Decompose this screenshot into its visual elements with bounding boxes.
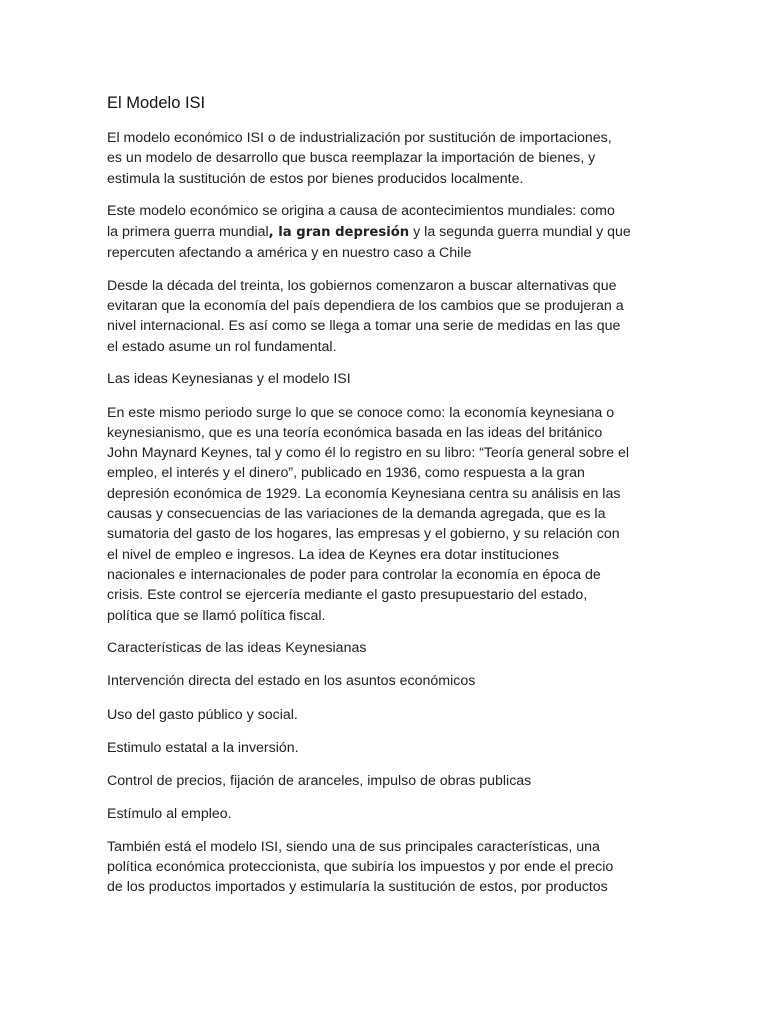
text-line: El modelo económico ISI o de industrialización por sustitución de importaciones, xyxy=(107,130,612,146)
text-fragment: la primera guerra mundial xyxy=(107,223,269,240)
text-fragment: y la segunda guerra mundial y que xyxy=(409,223,631,240)
text-line: También está el modelo ISI, siendo una de sus principales características, una xyxy=(107,838,600,855)
text-line: empleo, el interés y el dinero”, publicado en 1936, como respuesta a la gran xyxy=(107,465,585,482)
text-line: causas y consecuencias de las variaciones de la demanda agregada, que es la xyxy=(107,506,606,523)
text-line: de los productos importados y estimularía la sustitución de estos, por productos xyxy=(107,879,608,896)
text-line: depresión económica de 1929. La economía Keynesiana centra su análisis en las xyxy=(107,485,621,502)
text-line: sumatoria del gasto de los hogares, las empresas y el gobierno, y su relación con xyxy=(107,526,620,543)
section-heading-keynes: Las ideas Keynesianas y el modelo ISI xyxy=(107,371,351,388)
text-line: Este modelo económico se origina a causa de acontecimientos mundiales: como xyxy=(107,203,615,220)
text-line: estimula la sustitución de estos por bienes producidos localmente. xyxy=(107,170,524,187)
text-line: política que se llamó política fiscal. xyxy=(107,607,326,624)
section-heading-caracteristicas: Características de las ideas Keynesianas xyxy=(107,640,367,657)
paragraph-intro xyxy=(107,128,667,189)
list-item: Control de precios, fijación de aranceles, impulso de obras publicas xyxy=(107,772,532,789)
text-line: es un modelo de desarrollo que busca reemplazar la importación de bienes, y xyxy=(107,150,596,167)
text-line: repercuten afectando a américa y en nuestro caso a Chile xyxy=(107,244,472,261)
text-line: Desde la década del treinta, los gobiernos comenzaron a buscar alternativas que xyxy=(107,277,617,294)
text-line: el nivel de empleo e ingresos. La idea de Keynes era dotar instituciones xyxy=(107,546,559,563)
list-item: Intervención directa del estado en los asuntos económicos xyxy=(107,673,476,690)
text-line: En este mismo periodo surge lo que se conoce como: la economía keynesiana o xyxy=(107,404,615,421)
paragraph-origin xyxy=(107,201,667,263)
document-page xyxy=(107,92,667,910)
bold-comma: , xyxy=(268,224,274,240)
text-line: crisis. Este control se ejercería mediante el gasto presupuestario del estado, xyxy=(107,587,588,604)
text-line: política económica proteccionista, que subiría los impuestos y por ende el precio xyxy=(107,859,614,876)
text-line: nacionales e internacionales de poder para controlar la economía en época de xyxy=(107,566,601,583)
text-line: evitaran que la economía del país dependiera de los cambios que se produjeran a xyxy=(107,298,624,315)
text-line: el estado asume un rol fundamental. xyxy=(107,338,337,355)
document-title: El Modelo ISI xyxy=(107,94,206,112)
paragraph-modelo-isi xyxy=(107,837,667,898)
text-line-mixed xyxy=(107,222,667,243)
list-item: Uso del gasto público y social. xyxy=(107,706,298,723)
paragraph-decada-treinta xyxy=(107,276,667,357)
text-line: nivel internacional. Es así como se llega a tomar una serie de medidas en las que xyxy=(107,318,621,335)
bold-text-gran-depresion: la gran depresión xyxy=(273,224,410,240)
list-item: Estímulo al empleo. xyxy=(107,805,232,822)
text-line: John Maynard Keynes, tal y como él lo registro en su libro: “Teoría general sobre el xyxy=(107,445,630,462)
paragraph-keynesianismo xyxy=(107,403,667,626)
list-item: Estimulo estatal a la inversión. xyxy=(107,739,299,756)
text-line: keynesianismo, que es una teoría económica basada en las ideas del británico xyxy=(107,424,603,441)
